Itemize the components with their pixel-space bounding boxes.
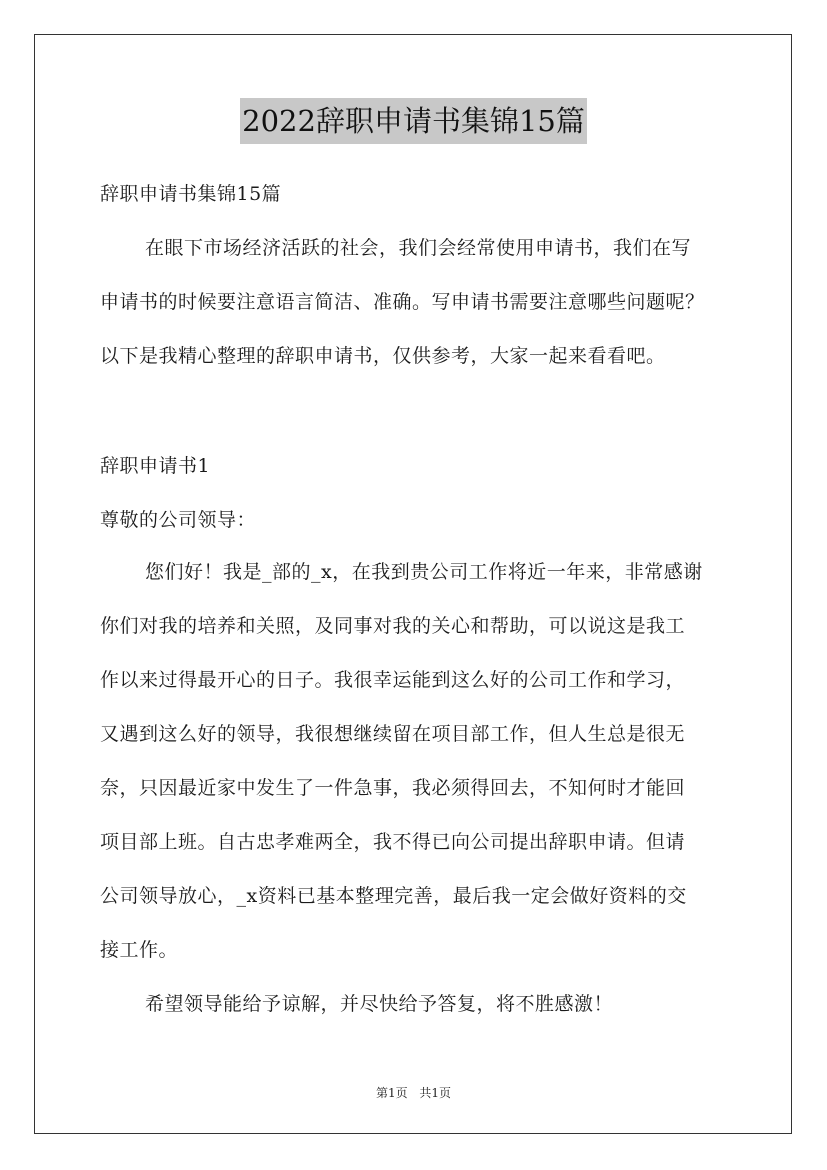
document-subtitle: 辞职申请书集锦15篇	[100, 183, 282, 205]
page-footer	[0, 1084, 827, 1101]
closing-line: 希望领导能给予谅解，并尽快给予答复，将不胜感激！	[145, 993, 614, 1015]
body-line-8: 接工作。	[100, 939, 179, 961]
body-line-6: 项目部上班。自古忠孝难两全，我不得已向公司提出辞职申请。但请	[100, 831, 686, 853]
body-line-5: 奈，只因最近家中发生了一件急事，我必须得回去，不知何时才能回	[100, 777, 686, 799]
page-number-current: 第1页	[375, 1086, 408, 1100]
section-heading: 辞职申请书1	[100, 455, 211, 477]
intro-line-1: 在眼下市场经济活跃的社会，我们会经常使用申请书，我们在写	[145, 237, 692, 259]
salutation: 尊敬的公司领导：	[100, 509, 257, 531]
body-line-2: 你们对我的培养和关照，及同事对我的关心和帮助，可以说这是我工	[100, 615, 686, 637]
page-number-total: 共1页	[419, 1086, 452, 1100]
title-container	[0, 98, 827, 144]
document-title: 2022辞职申请书集锦15篇	[240, 98, 587, 144]
body-line-4: 又遇到这么好的领导，我很想继续留在项目部工作，但人生总是很无	[100, 723, 686, 745]
body-line-3: 作以来过得最开心的日子。我很幸运能到这么好的公司工作和学习，	[100, 669, 686, 691]
intro-line-2: 申请书的时候要注意语言简洁、准确。写申请书需要注意哪些问题呢？	[100, 291, 705, 313]
intro-line-3: 以下是我精心整理的辞职申请书，仅供参考，大家一起来看看吧。	[100, 345, 666, 367]
body-line-1: 您们好！我是_部的_x，在我到贵公司工作将近一年来，非常感谢	[145, 561, 703, 583]
body-line-7: 公司领导放心，_x资料已基本整理完善，最后我一定会做好资料的交	[100, 885, 687, 907]
